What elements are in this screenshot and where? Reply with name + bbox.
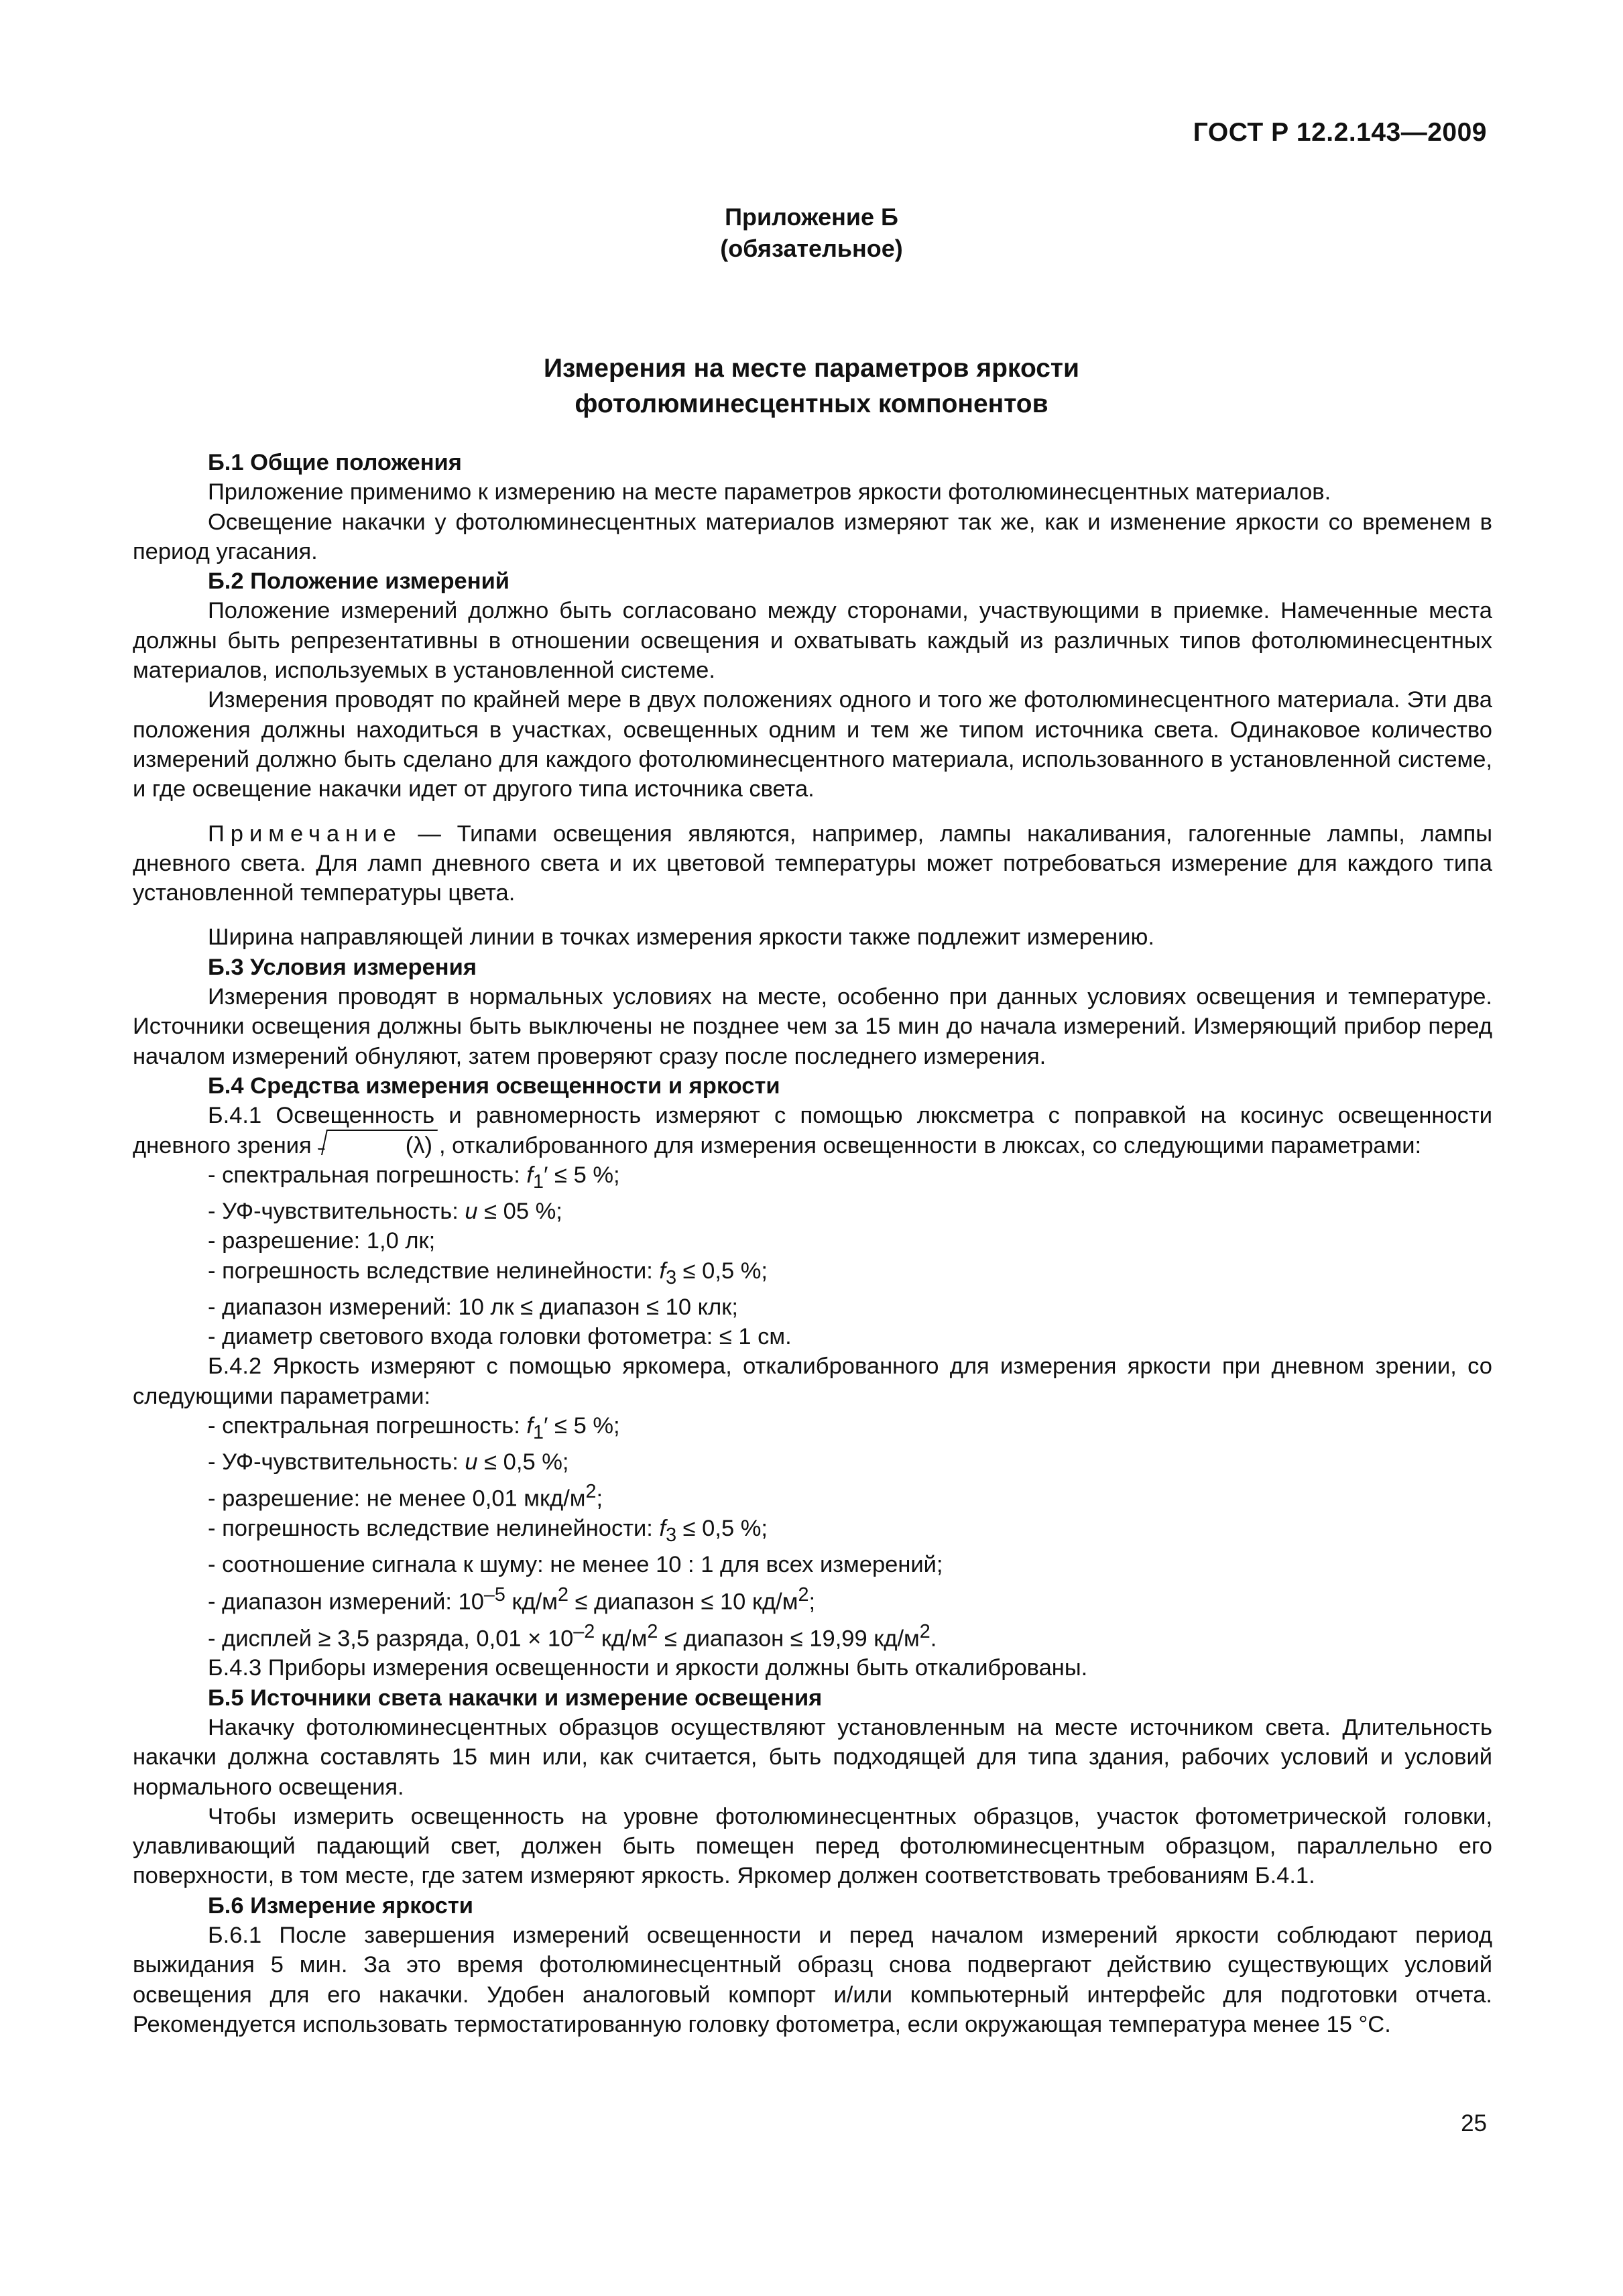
note-text: — Типами освещения являются, например, лампы накаливания, галогенные лампы, лампы дневного света. Для ламп дневного света и их цветовой температуры может потребоваться измерение для каждого типа установленной температуры цвета.: [133, 821, 1492, 906]
section-heading-b4: Б.4 Средства измерения освещенности и яркости: [208, 1073, 780, 1099]
list-item: - разрешение: не менее 0,01 мкд/$м^2$;: [208, 1481, 603, 1512]
list-item: - погрешность вследствие нелинейности: $f_3 \le 0,5$ %;: [208, 1516, 768, 1547]
paragraph: Ширина направляющей линии в точках измерения яркости также подлежит измерению.: [208, 924, 1154, 951]
list-item: - УФ-чувствительность: u ≤ 05 %;: [208, 1199, 562, 1225]
paragraph: Б.4.3 Приборы измерения освещенности и яркости должны быть откалиброваны.: [208, 1655, 1088, 1681]
section-heading-b3: Б.3 Условия измерения: [208, 954, 477, 980]
list-item: - погрешность вследствие нелинейности: $f_3 \le 0,5$ %;: [208, 1258, 768, 1288]
paragraph: Б.6.1 После завершения измерений освещенности и перед началом измерений яркости соблюдают период выжидания 5 мин. За это время фотолюминесцентный образц снова подвергают действию существующих условий освещения для его накачки. Удобен аналоговый компорт и/или компьютерный интерфейс для подготовки отчета. Рекомендуется использовать термостатированную головку фотометра, если окружающая температура менее 15 °С.: [133, 1923, 1492, 2037]
title-line-1: Измерения на месте параметров яркости: [543, 354, 1080, 383]
paragraph: Положение измерений должно быть согласовано между сторонами, участвующими в приемке. Намеченные места должны быть репрезентативны в отношении освещения и охватывать каждый из различных типов фотолюминесцентных материалов, используемых в установленной системе.: [133, 598, 1492, 684]
paragraph: Измерения проводят по крайней мере в двух положениях одного и того же фотолюминесцентного материала. Эти два положения должны находиться в участках, освещенных одним и тем же типом источника света. Одинаковое количество измерений должно быть сделано для каждого фотолюминесцентного материала, использованного в установленной системе, и где освещение накачки идет от другого типа источника света.: [133, 687, 1492, 802]
appendix-status: (обязательное): [720, 235, 903, 262]
section-heading-b2: Б.2 Положение измерений: [208, 568, 509, 595]
section-heading-b5: Б.5 Источники света накачки и измерение освещения: [208, 1685, 823, 1711]
paragraph: Измерения проводят в нормальных условиях на месте, особенно при данных условиях освещения и температуре. Источники освещения должны быть выключены не позднее чем за 15 мин до начала измерений. Измеряющий прибор перед началом измерений обнуляют, затем проверяют сразу после последнего измерения.: [133, 984, 1492, 1069]
list-item: - диапазон измерений: 10 лк ≤ диапазон ≤ 10 клк;: [208, 1294, 738, 1320]
page-number: 25: [1461, 2110, 1487, 2136]
paragraph: Накачку фотолюминесцентных образцов осуществляют установленным на месте источником света. Длительность накачки должна составлять 15 мин или, как считается, быть подходящей для типа здания, рабочих условий и условий нормального освещения.: [133, 1714, 1492, 1800]
list-item-range: - диапазон измерений: $10^{-5}$ $кд/м^2$ ≤ диапазон ≤ 10 $кд/м^2$;: [208, 1583, 816, 1615]
list-item: - спектральная погрешность: $f_1' \le 5$ %;: [208, 1162, 620, 1193]
appendix-heading: [0, 201, 1623, 264]
paragraph: Приложение применимо к измерению на месте параметров яркости фотолюминесцентных материалов.: [208, 479, 1331, 505]
list-item: - УФ-чувствительность: u ≤ 0,5 %;: [208, 1449, 569, 1475]
list-item: - спектральная погрешность: $f_1' \le 5$ %;: [208, 1412, 620, 1443]
title-line-2: фотолюминесцентных компонентов: [575, 389, 1048, 418]
standard-number: ГОСТ Р 12.2.143—2009: [1193, 118, 1487, 147]
list-item-display: - дисплей ≥ 3,5 разряда, $0,01 \times 10^{-2}$ $кд/м^2$ ≤ диапазон ≤ 19,99 $кд/м^2$.: [208, 1620, 937, 1652]
paragraph: Чтобы измерить освещенность на уровне фотолюминесцентных образцов, участок фотометрической головки, улавливающий падающий свет, должен быть помещен перед фотолюминесцентным образцом, параллельно его поверхности, в том месте, где затем измеряют яркость. Яркомер должен соответствовать требованиям Б.4.1.: [133, 1803, 1492, 1889]
list-item: - диаметр светового входа головки фотометра: ≤ 1 см.: [208, 1324, 792, 1350]
section-heading-b1: Б.1 Общие положения: [208, 450, 462, 475]
appendix-title: Приложение Б: [725, 203, 898, 231]
note: [133, 819, 1492, 908]
document-body: [133, 448, 1492, 2039]
paragraph: Б.4.2 Яркость измеряют с помощью яркомера, откалиброванного для измерения яркости при дневном зрении, со следующими параметрами:: [133, 1353, 1492, 1409]
text-run: , откалиброванного для измерения освещенности в люксах, со следующими параметрами:: [438, 1132, 1422, 1158]
paragraph: Освещение накачки у фотолюминесцентных материалов измеряют так же, как и изменение яркости со временем в период угасания.: [133, 509, 1492, 564]
paragraph: [133, 1101, 1492, 1160]
note-label: Примечание: [208, 821, 402, 847]
section-heading-b6: Б.6 Измерение яркости: [208, 1892, 473, 1919]
list-item: - соотношение сигнала к шуму: не менее 10 : 1 для всех измерений;: [208, 1552, 943, 1578]
list-item: - разрешение: 1,0 лк;: [208, 1228, 436, 1254]
square-root-formula: (λ): [316, 1131, 435, 1160]
document-title: [0, 351, 1623, 422]
text-run: Б.4.1 Освещенность и равномерность измеряют с помощью люксметра с поправкой на косинус освещенности дневного зрения: [133, 1103, 1492, 1158]
